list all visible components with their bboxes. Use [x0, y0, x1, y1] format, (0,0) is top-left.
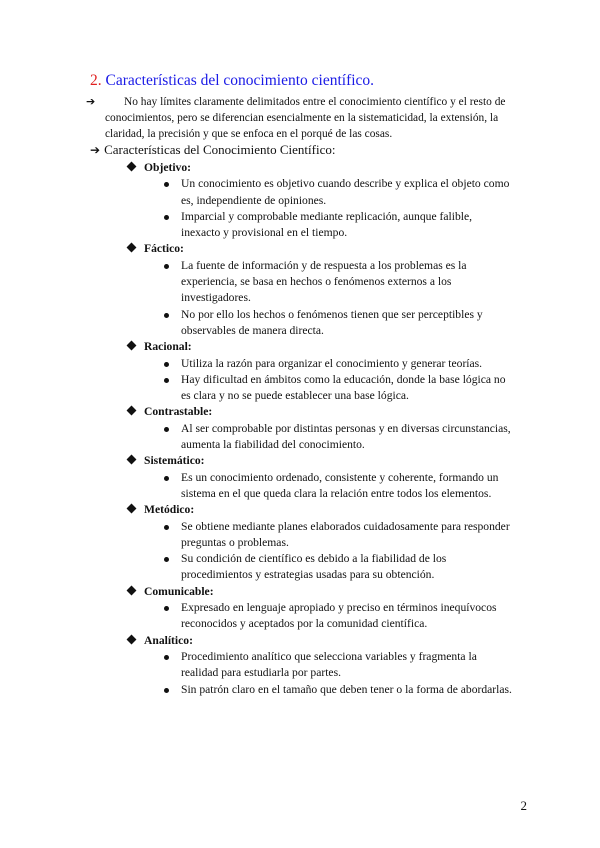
characteristics-subtitle: [90, 142, 335, 158]
bullet-line: preguntas o problemas.: [181, 535, 289, 549]
characteristic-title: [126, 404, 536, 420]
bullet-dot-icon: [164, 525, 169, 530]
bullet-line: Procedimiento analítico que selecciona variables y fragmenta la: [181, 649, 477, 663]
bullet-line: Utiliza la razón para organizar el conocimiento y generar teorías.: [181, 356, 483, 370]
characteristic-title-text: Comunicable:: [144, 584, 214, 598]
characteristic-title-text: Metódico:: [144, 503, 195, 517]
bullet-item: [126, 356, 536, 372]
characteristic-title: [126, 160, 536, 176]
bullet-dot-icon: [164, 688, 169, 693]
characteristic-title: [126, 633, 536, 649]
bullet-dot-icon: [164, 313, 169, 318]
diamond-bullet-icon: [127, 341, 137, 351]
bullet-dot-icon: [164, 182, 169, 187]
bullet-line: Su condición de científico es debido a la fiabilidad de los: [181, 552, 447, 566]
bullet-item: [126, 209, 536, 242]
bullet-line: No por ello los hechos o fenómenos tienen que ser perceptibles y: [181, 307, 483, 321]
intro-line-3: claridad, la precisión y que se enfoca en el porqué de las cosas.: [105, 128, 393, 141]
characteristic-item: [126, 584, 536, 633]
bullet-item: [126, 372, 536, 405]
bullet-line: Imparcial y comprobable mediante replicación, aunque falible,: [181, 209, 473, 223]
bullet-item: [126, 470, 536, 503]
bullet-item: [126, 600, 536, 633]
diamond-bullet-icon: [127, 406, 137, 416]
diamond-bullet-icon: [127, 243, 137, 253]
characteristic-item: [126, 502, 536, 583]
bullet-list: [126, 176, 536, 241]
characteristic-title-text: Analítico:: [144, 633, 193, 647]
bullet-line: Expresado en lenguaje apropiado y preciso en términos inequívocos: [181, 601, 497, 615]
bullet-dot-icon: [164, 378, 169, 383]
characteristic-item: [126, 241, 536, 339]
bullet-list: [126, 356, 536, 405]
bullet-line: observables de manera directa.: [181, 323, 324, 337]
characteristic-title-text: Sistemático:: [144, 454, 205, 468]
bullet-item: [126, 551, 536, 584]
bullet-list: [126, 600, 536, 633]
arrow-icon: ➔: [90, 143, 101, 157]
intro-paragraph: [86, 94, 531, 143]
section-number: 2.: [90, 72, 102, 89]
characteristic-title: [126, 241, 536, 257]
bullet-dot-icon: [164, 655, 169, 660]
bullet-list: [126, 519, 536, 584]
bullet-dot-icon: [164, 215, 169, 220]
bullet-dot-icon: [164, 427, 169, 432]
characteristic-title: [126, 339, 536, 355]
bullet-line: es, independiente de opiniones.: [181, 193, 327, 207]
bullet-line: aumenta la fiabilidad del conocimiento.: [181, 438, 365, 452]
bullet-list: [126, 421, 536, 454]
diamond-bullet-icon: [127, 162, 137, 172]
bullet-dot-icon: [164, 264, 169, 269]
bullet-line: realidad para estudiarla por partes.: [181, 666, 341, 680]
bullet-line: Hay dificultad en ámbitos como la educación, donde la base lógica no: [181, 372, 506, 386]
characteristic-item: [126, 453, 536, 502]
diamond-bullet-icon: [127, 504, 137, 514]
section-title: Características del conocimiento científico.: [105, 72, 375, 89]
bullet-item: [126, 421, 536, 454]
bullet-list: [126, 258, 536, 339]
bullet-item: [126, 519, 536, 552]
bullet-list: [126, 649, 536, 698]
characteristic-title: [126, 453, 536, 469]
bullet-dot-icon: [164, 557, 169, 562]
bullet-item: [126, 649, 536, 682]
characteristic-title-text: Contrastable:: [144, 405, 213, 419]
bullet-item: [126, 307, 536, 340]
bullet-line: Al ser comprobable por distintas personas y en diversas circunstancias,: [181, 421, 511, 435]
page-number: 2: [520, 798, 527, 813]
bullet-line: es clara y no se puede establecer una base lógica.: [181, 389, 409, 403]
bullet-line: reconocidos y aceptados por la comunidad científica.: [181, 617, 428, 631]
bullet-line: Un conocimiento es objetivo cuando describe y explica el objeto como: [181, 177, 510, 191]
bullet-item: [126, 258, 536, 307]
characteristic-item: [126, 160, 536, 241]
bullet-line: procedimientos y estrategias usadas para su obtención.: [181, 568, 435, 582]
bullet-line: experiencia, se basa en hechos o fenómenos externos a los: [181, 275, 452, 289]
diamond-bullet-icon: [127, 455, 137, 465]
intro-line-1: No hay límites claramente delimitados entre el conocimiento científico y el resto de: [124, 96, 506, 108]
characteristic-title-text: Racional:: [144, 340, 192, 354]
bullet-line: Es un conocimiento ordenado, consistente y coherente, formando un: [181, 470, 499, 484]
bullet-item: [126, 682, 536, 698]
characteristic-item: [126, 633, 536, 698]
bullet-dot-icon: [164, 476, 169, 481]
bullet-line: La fuente de información y de respuesta a los problemas es la: [181, 258, 467, 272]
bullet-dot-icon: [164, 606, 169, 611]
bullet-item: [126, 176, 536, 209]
bullet-line: investigadores.: [181, 291, 251, 305]
section-heading: [90, 72, 374, 90]
bullet-line: inexacto y provisional en el tiempo.: [181, 226, 348, 240]
characteristic-title: [126, 502, 536, 518]
bullet-list: [126, 470, 536, 503]
subtitle-text: Características del Conocimiento Científico:: [104, 142, 336, 157]
bullet-line: Sin patrón claro en el tamaño que deben tener o la forma de abordarlas.: [181, 682, 512, 696]
characteristic-item: [126, 339, 536, 404]
bullet-dot-icon: [164, 362, 169, 367]
bullet-line: sistema en el que queda clara la relación entre todos los elementos.: [181, 486, 492, 500]
diamond-bullet-icon: [127, 634, 137, 644]
characteristics-list: [126, 160, 536, 698]
diamond-bullet-icon: [127, 585, 137, 595]
characteristic-item: [126, 404, 536, 453]
characteristic-title-text: Fáctico:: [144, 242, 184, 256]
characteristic-title-text: Objetivo:: [144, 161, 192, 174]
bullet-line: Se obtiene mediante planes elaborados cuidadosamente para responder: [181, 519, 510, 533]
intro-line-2: conocimientos, pero se diferencian esencialmente en la sistematicidad, la extensión, la: [105, 112, 499, 125]
arrow-icon: ➔: [86, 95, 96, 108]
characteristic-title: [126, 584, 536, 600]
